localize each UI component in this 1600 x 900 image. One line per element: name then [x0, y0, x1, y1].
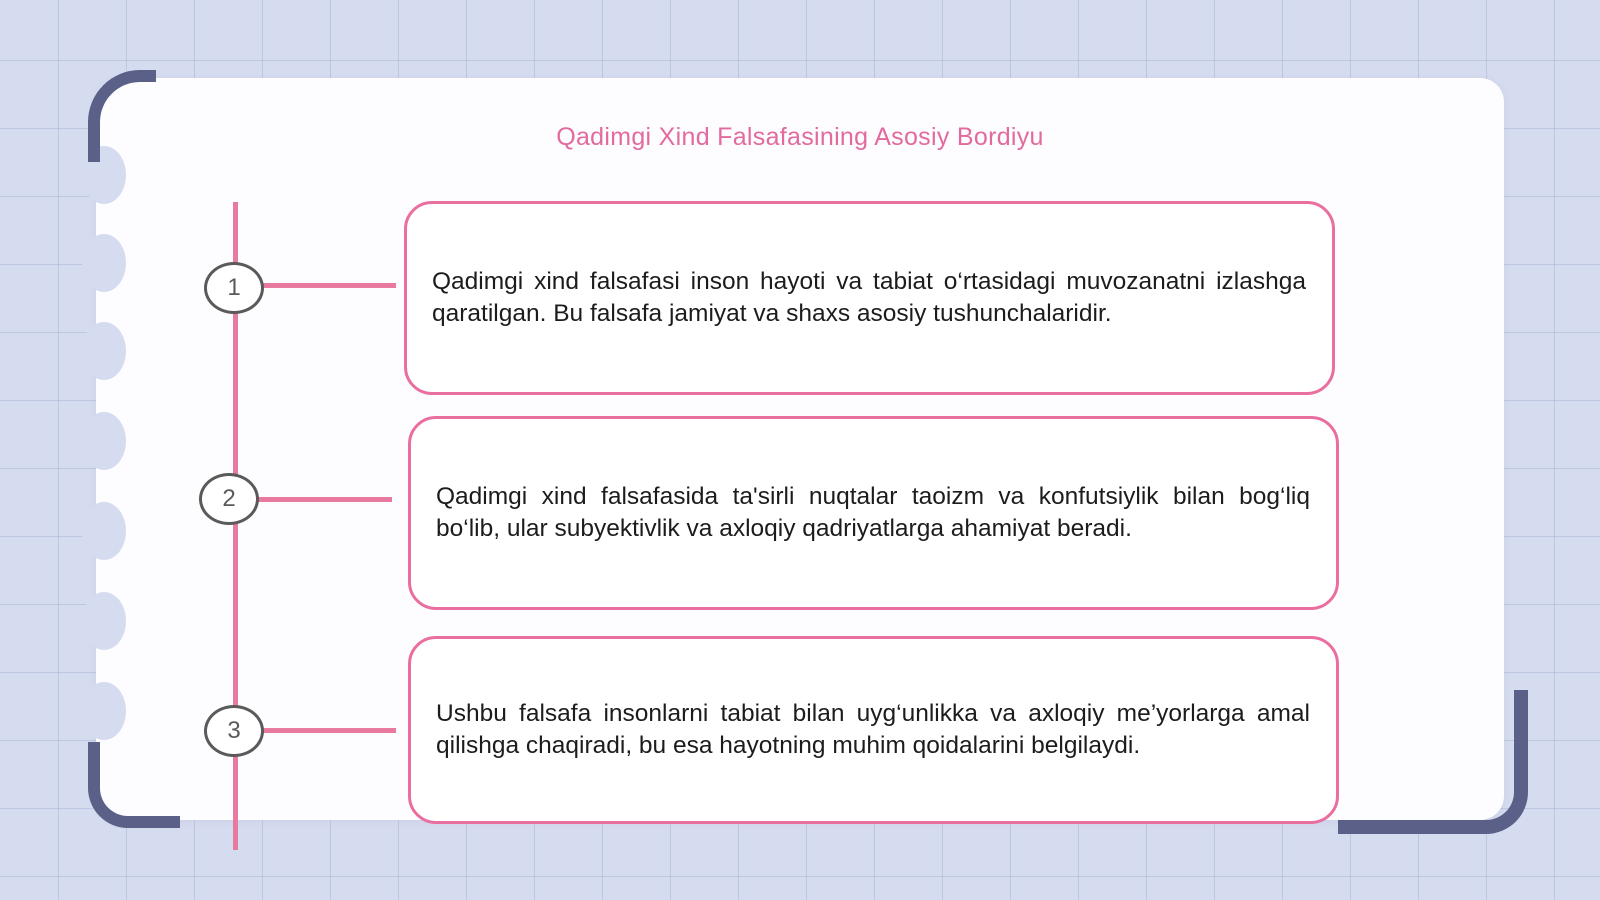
notebook-hole [82, 682, 126, 740]
timeline-connector [262, 728, 396, 733]
notebook-hole [82, 322, 126, 380]
slide-title: Qadimgi Xind Falsafasining Asosiy Bordiyu [556, 123, 1044, 151]
timeline-card [408, 416, 1339, 610]
step-number-badge: 1 [204, 262, 264, 314]
timeline-card [408, 636, 1339, 824]
timeline-card [404, 201, 1335, 395]
step-number-badge: 2 [199, 473, 259, 525]
notebook-hole [82, 412, 126, 470]
notebook-hole [82, 234, 126, 292]
notebook-hole [82, 592, 126, 650]
corner-bracket-bottom-right [1338, 690, 1528, 834]
corner-bracket-bottom-left [88, 742, 180, 828]
card-text: Qadimgi xind falsafasi inson hayoti va tabiat o‘rtasidagi muvozanatni izlashga qaratilgan. Bu falsafa jamiyat va shaxs asosiy tushunchalaridir. [432, 268, 1306, 327]
timeline-connector [258, 497, 392, 502]
timeline-connector [262, 283, 396, 288]
step-number-badge: 3 [204, 705, 264, 757]
card-text: Ushbu falsafa insonlarni tabiat bilan uyg‘unlikka va axloqiy me’yorlarga amal qilishga chaqiradi, bu esa hayotning muhim qoidalarini belgilaydi. [436, 700, 1310, 759]
card-text: Qadimgi xind falsafasida ta'sirli nuqtalar taoizm va konfutsiylik bilan bog‘liq bo‘lib, ular subyektivlik va axloqiy qadriyatlarga ahamiyat beradi. [436, 483, 1310, 542]
notebook-hole [82, 502, 126, 560]
corner-bracket-top-left [88, 70, 156, 162]
